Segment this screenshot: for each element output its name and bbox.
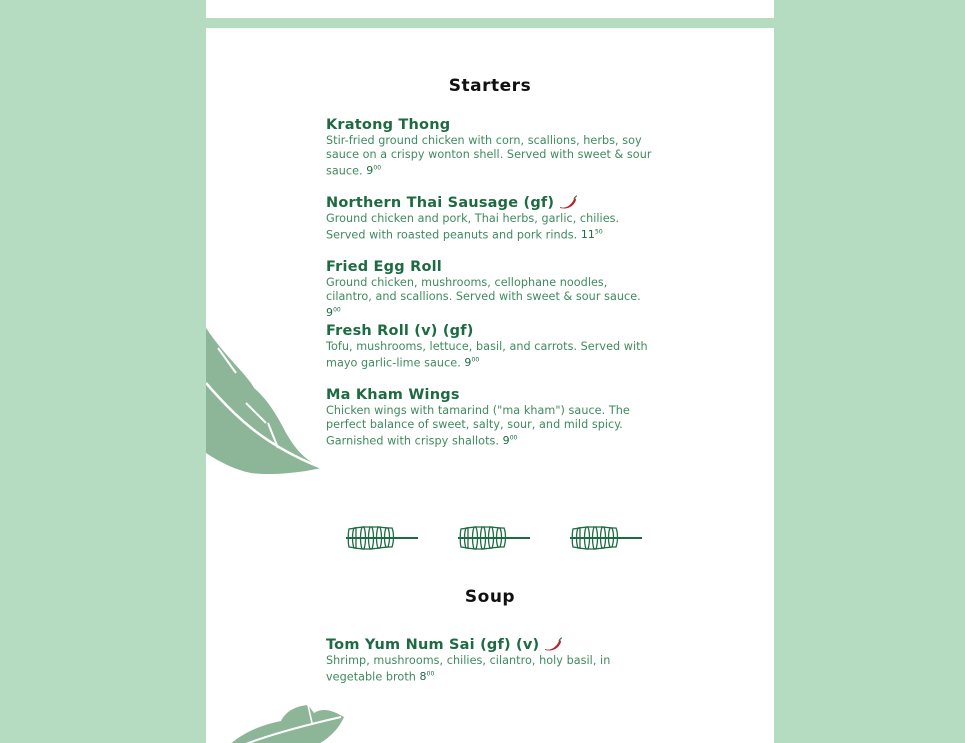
item-description: Tofu, mushrooms, lettuce, basil, and carrots. Served with mayo garlic-lime sauce. $9^{00}$: [326, 340, 648, 370]
item-price: $8^{00}$: [419, 670, 435, 684]
item-name: Ma Kham Wings: [326, 387, 460, 403]
menu-item: [326, 636, 656, 684]
item-description: Chicken wings with tamarind ("ma kham") sauce. The perfect balance of sweet, salty, sour, and mild spicy. Garnished with crispy shallots. $9^{00}$: [326, 404, 630, 448]
menu-item: [326, 386, 656, 448]
item-price: $9^{00}$: [502, 434, 518, 448]
item-price: $9^{00}$: [464, 356, 480, 370]
banana-leaf-icon: [206, 328, 326, 478]
item-name: Tom Yum Num Sai (gf) (v): [326, 636, 656, 654]
menu-item: [326, 258, 656, 320]
item-description: Ground chicken, mushrooms, cellophane noodles, cilantro, and scallions. Served with sweet & sour sauce. $9^{00}$: [326, 276, 641, 320]
chili-pepper-icon: [543, 637, 563, 653]
menu-item: [326, 322, 656, 370]
item-price: $9^{00}$: [366, 164, 382, 178]
item-name: Fresh Roll (v) (gf): [326, 323, 474, 339]
item-name: Fried Egg Roll: [326, 259, 442, 275]
item-description: Shrimp, mushrooms, chilies, cilantro, holy basil, in vegetable broth $8^{00}$: [326, 654, 611, 684]
menu-item: [326, 116, 656, 178]
banana-leaf-icon: [216, 703, 346, 743]
section-divider: [344, 523, 644, 553]
menu-item: [326, 194, 656, 242]
item-price: $11^{50}$: [580, 228, 603, 242]
item-price: $9^{00}$: [326, 306, 341, 320]
section-title-soup: Soup: [464, 587, 516, 607]
item-name: Kratong Thong: [326, 117, 451, 133]
chili-pepper-icon: [558, 195, 578, 211]
skewer-icon: [344, 523, 420, 553]
item-description: Ground chicken and pork, Thai herbs, garlic, chilies. Served with roasted peanuts and pork rinds. $11^{50}$: [326, 212, 620, 242]
skewer-icon: [568, 523, 644, 553]
item-name: Northern Thai Sausage (gf): [326, 194, 656, 212]
skewer-icon: [456, 523, 532, 553]
previous-page-bottom: [206, 0, 774, 18]
item-description: Stir-fried ground chicken with corn, scallions, herbs, soy sauce on a crispy wonton shell. Served with sweet & sour sauce. $9^{00}$: [326, 134, 652, 178]
menu-page: [206, 28, 774, 743]
section-title-starters: Starters: [448, 76, 532, 96]
